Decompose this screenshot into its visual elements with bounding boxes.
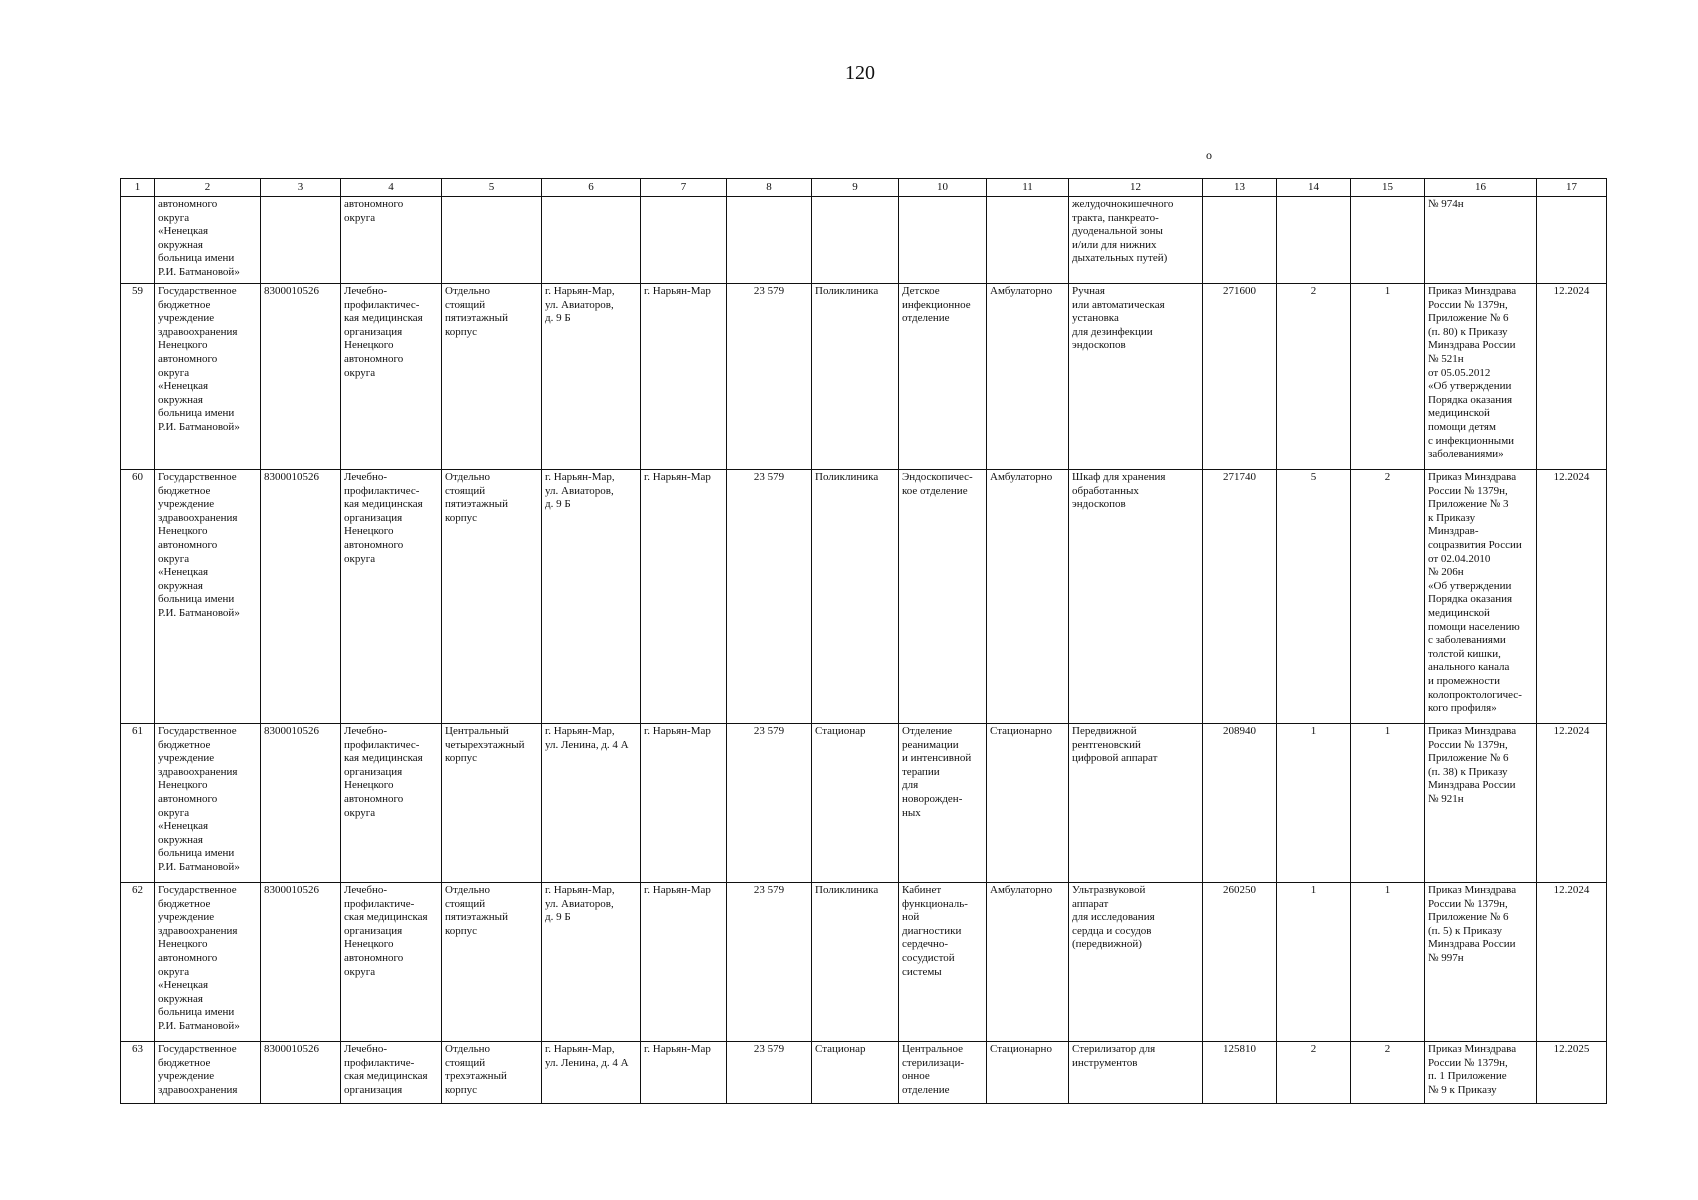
cell-text: Государственное бюджетное учреждение здравоохранения Ненецкого автономного округа «Ненецкая окружная больница имени Р.И. Батмановой» — [158, 285, 240, 433]
cell-text: автономного округа «Ненецкая окружная больница имени Р.И. Батмановой» — [158, 198, 240, 278]
cell-text: 2 — [1384, 1043, 1391, 1055]
table-cell — [121, 883, 155, 1042]
cell-text: 8300010526 — [264, 725, 319, 737]
table-cell — [727, 883, 812, 1042]
table-cell — [261, 1042, 341, 1104]
cell-text: г. Нарьян-Мар, ул. Авиаторов, д. 9 Б — [545, 471, 615, 511]
cell-text: г. Нарьян-Мар, ул. Авиаторов, д. 9 Б — [545, 285, 615, 325]
table-cell — [341, 470, 442, 724]
table-cell — [155, 284, 261, 470]
table-cell — [899, 470, 987, 724]
cell-text: Отдельно стоящий пятиэтажный корпус — [445, 285, 508, 338]
table-cell — [899, 197, 987, 284]
table-cell — [987, 724, 1069, 883]
cell-text: Стационар — [815, 1043, 866, 1055]
table-cell — [1425, 470, 1537, 724]
cell-text: Отдельно стоящий пятиэтажный корпус — [445, 884, 508, 937]
table-row — [121, 724, 1607, 883]
table-cell — [899, 1042, 987, 1104]
cell-text: 1 — [1310, 725, 1317, 737]
cell-text: 125810 — [1223, 1043, 1256, 1055]
cell-text: 63 — [132, 1043, 143, 1055]
table-cell — [1537, 883, 1607, 1042]
table-cell — [341, 724, 442, 883]
table-cell — [1351, 284, 1425, 470]
cell-text: Государственное бюджетное учреждение здравоохранения Ненецкого автономного округа «Ненецкая окружная больница имени Р.И. Батмановой» — [158, 725, 240, 873]
column-number-cell: 13 — [1203, 179, 1277, 197]
cell-text: 12.2024 — [1553, 471, 1590, 483]
cell-text: 271600 — [1223, 285, 1256, 297]
table-cell — [1277, 470, 1351, 724]
column-number-cell: 6 — [542, 179, 641, 197]
cell-text: г. Нарьян-Мар — [644, 1043, 711, 1055]
table-cell — [1425, 284, 1537, 470]
cell-text: 23 579 — [753, 471, 785, 483]
cell-text: Ручная или автоматическая установка для дезинфекции эндоскопов — [1072, 285, 1165, 352]
cell-text: Приказ Минздрава России № 1379н, п. 1 Приложение № 9 к Приказу — [1428, 1043, 1517, 1096]
cell-text: Кабинет функциональ- ной диагностики сердечно- сосудистой системы — [902, 884, 968, 978]
table-cell — [1203, 883, 1277, 1042]
table-cell — [442, 470, 542, 724]
cell-text: 60 — [132, 471, 143, 483]
cell-text: 1 — [1384, 725, 1391, 737]
table-cell — [812, 284, 899, 470]
table-cell — [1277, 197, 1351, 284]
cell-text: Приказ Минздрава России № 1379н, Приложение № 6 (п. 5) к Приказу Минздрава России № 997н — [1428, 884, 1517, 964]
table-cell — [1351, 197, 1425, 284]
cell-text: Лечебно- профилактичес- кая медицинская организация Ненецкого автономного округа — [344, 285, 423, 379]
column-number-cell: 7 — [641, 179, 727, 197]
table-cell — [542, 197, 641, 284]
cell-text: 1 — [1384, 884, 1391, 896]
table-cell — [1069, 470, 1203, 724]
cell-text: Государственное бюджетное учреждение здравоохранения — [158, 1043, 238, 1096]
cell-text: 2 — [1384, 471, 1391, 483]
column-number-cell: 17 — [1537, 179, 1607, 197]
table-cell — [1069, 284, 1203, 470]
cell-text: 23 579 — [753, 285, 785, 297]
cell-text: 12.2024 — [1553, 285, 1590, 297]
table-row — [121, 1042, 1607, 1104]
cell-text: Государственное бюджетное учреждение здравоохранения Ненецкого автономного округа «Ненецкая окружная больница имени Р.И. Батмановой» — [158, 471, 240, 619]
table-cell — [261, 883, 341, 1042]
table-cell — [1425, 883, 1537, 1042]
table-cell — [442, 197, 542, 284]
table-cell — [987, 883, 1069, 1042]
table-cell — [341, 284, 442, 470]
table-cell — [261, 197, 341, 284]
cell-text: автономного округа — [344, 198, 404, 224]
table-cell — [1351, 883, 1425, 1042]
cell-text: Стационар — [815, 725, 866, 737]
table-cell — [1425, 1042, 1537, 1104]
cell-text: Передвижной рентгеновский цифровой аппарат — [1072, 725, 1158, 765]
table-row — [121, 197, 1607, 284]
equipment-table — [120, 178, 1607, 1104]
table-cell — [812, 1042, 899, 1104]
cell-text: Ультразвуковой аппарат для исследования сердца и сосудов (передвижной) — [1072, 884, 1155, 951]
column-number-row — [121, 179, 1607, 197]
table-cell — [261, 724, 341, 883]
table-cell — [641, 724, 727, 883]
cell-text: 59 — [132, 285, 143, 297]
table-cell — [987, 284, 1069, 470]
table-cell — [641, 883, 727, 1042]
cell-text: 8300010526 — [264, 471, 319, 483]
table-cell — [727, 197, 812, 284]
cell-text: Лечебно- профилактичес- кая медицинская организация Ненецкого автономного округа — [344, 725, 423, 819]
table-cell — [542, 1042, 641, 1104]
column-number-cell: 4 — [341, 179, 442, 197]
table-cell — [442, 883, 542, 1042]
table-cell — [1277, 724, 1351, 883]
cell-text: 5 — [1310, 471, 1317, 483]
cell-text: Стерилизатор для инструментов — [1072, 1043, 1156, 1069]
cell-text: Поликлиника — [815, 471, 879, 483]
table-cell — [542, 470, 641, 724]
column-number-cell: 15 — [1351, 179, 1425, 197]
cell-text: Шкаф для хранения обработанных эндоскопов — [1072, 471, 1166, 511]
column-number-cell: 2 — [155, 179, 261, 197]
table-cell — [155, 1042, 261, 1104]
cell-text: 260250 — [1223, 884, 1256, 896]
table-cell — [442, 284, 542, 470]
cell-text: Отделение реанимации и интенсивной терапии для новорожден- ных — [902, 725, 972, 819]
column-number-cell: 8 — [727, 179, 812, 197]
table-cell — [641, 470, 727, 724]
table-cell — [155, 470, 261, 724]
cell-text: Центральный четырехэтажный корпус — [445, 725, 525, 765]
table-cell — [155, 724, 261, 883]
table-row — [121, 883, 1607, 1042]
table-cell — [727, 724, 812, 883]
cell-text: Центральное стерилизаци- онное отделение — [902, 1043, 964, 1096]
table-row — [121, 470, 1607, 724]
table-cell — [261, 470, 341, 724]
table-cell — [1537, 1042, 1607, 1104]
table-cell — [121, 1042, 155, 1104]
cell-text: г. Нарьян-Мар — [644, 471, 711, 483]
cell-text: г. Нарьян-Мар, ул. Ленина, д. 4 А — [545, 725, 629, 751]
column-number-cell: 11 — [987, 179, 1069, 197]
cell-text: г. Нарьян-Мар, ул. Ленина, д. 4 А — [545, 1043, 629, 1069]
table-row — [121, 284, 1607, 470]
cell-text: 1 — [1384, 285, 1391, 297]
table-cell — [812, 883, 899, 1042]
column-number-cell: 5 — [442, 179, 542, 197]
cell-text: Поликлиника — [815, 285, 879, 297]
table-body — [121, 179, 1607, 1104]
table-cell — [1203, 284, 1277, 470]
table-cell — [1069, 1042, 1203, 1104]
table-cell — [727, 1042, 812, 1104]
table-cell — [1069, 197, 1203, 284]
table-cell — [1069, 883, 1203, 1042]
cell-text: 12.2024 — [1553, 884, 1590, 896]
cell-text: Эндоскопичес- кое отделение — [902, 471, 973, 497]
column-number-cell: 14 — [1277, 179, 1351, 197]
column-number-cell: 1 — [121, 179, 155, 197]
cell-text: Лечебно- профилактиче- ская медицинская организация Ненецкого автономного округа — [344, 884, 428, 978]
table-cell — [987, 1042, 1069, 1104]
column-number-cell: 9 — [812, 179, 899, 197]
cell-text: г. Нарьян-Мар — [644, 725, 711, 737]
table-cell — [341, 197, 442, 284]
cell-text: Лечебно- профилактиче- ская медицинская организация — [344, 1043, 428, 1096]
table-cell — [121, 284, 155, 470]
table-cell — [1425, 724, 1537, 883]
table-cell — [1203, 470, 1277, 724]
table-cell — [812, 197, 899, 284]
cell-text: 12.2024 — [1553, 725, 1590, 737]
cell-text: Амбулаторно — [990, 884, 1053, 896]
cell-text: Государственное бюджетное учреждение здравоохранения Ненецкого автономного округа «Ненецкая окружная больница имени Р.И. Батмановой» — [158, 884, 240, 1032]
table-cell — [1277, 883, 1351, 1042]
table-cell — [899, 883, 987, 1042]
cell-text: 8300010526 — [264, 884, 319, 896]
table-cell — [1351, 1042, 1425, 1104]
table-cell — [341, 1042, 442, 1104]
table-cell — [261, 284, 341, 470]
cell-text: желудочнокишечного тракта, панкреато- дуоденальной зоны и/или для нижних дыхательных путей) — [1072, 198, 1174, 265]
column-number-cell: 10 — [899, 179, 987, 197]
cell-text: 2 — [1310, 285, 1317, 297]
table-cell — [641, 197, 727, 284]
table-cell — [542, 724, 641, 883]
cell-text: 61 — [132, 725, 143, 737]
table-cell — [987, 470, 1069, 724]
cell-text: Амбулаторно — [990, 471, 1053, 483]
cell-text: 12.2025 — [1553, 1043, 1590, 1055]
cell-text: Амбулаторно — [990, 285, 1053, 297]
cell-text: Детское инфекционное отделение — [902, 285, 971, 325]
table-cell — [1537, 724, 1607, 883]
cell-text: 208940 — [1223, 725, 1256, 737]
cell-text: Приказ Минздрава России № 1379н, Приложение № 6 (п. 80) к Приказу Минздрава России № 521н от 05.05.2012 «Об утверждении Порядка оказания медицинской помощи детям с инфекционными заболеваниями» — [1428, 285, 1517, 461]
cell-text: 23 579 — [753, 725, 785, 737]
cell-text: г. Нарьян-Мар — [644, 285, 711, 297]
table-cell — [121, 197, 155, 284]
table-cell — [1537, 197, 1607, 284]
table-cell — [341, 883, 442, 1042]
table-cell — [1203, 197, 1277, 284]
table-cell — [812, 470, 899, 724]
table-cell — [1537, 284, 1607, 470]
table-cell — [1425, 197, 1537, 284]
column-number-cell: 16 — [1425, 179, 1537, 197]
table-cell — [1351, 724, 1425, 883]
table-cell — [1351, 470, 1425, 724]
cell-text: 62 — [132, 884, 143, 896]
cell-text: Приказ Минздрава России № 1379н, Приложение № 3 к Приказу Минздрав- соцразвития России от 02.04.2010 № 206н «Об утверждении Порядка оказания медицинской помощи населению с заболеваниями толстой кишки, анального канала и промежности колопроктологичес- кого профиля» — [1428, 471, 1522, 715]
table-cell — [1537, 470, 1607, 724]
table-cell — [899, 284, 987, 470]
table-cell — [899, 724, 987, 883]
table-cell — [1203, 1042, 1277, 1104]
table-cell — [1277, 284, 1351, 470]
cell-text: г. Нарьян-Мар, ул. Авиаторов, д. 9 Б — [545, 884, 615, 924]
table-cell — [542, 284, 641, 470]
table-cell — [1277, 1042, 1351, 1104]
cell-text: Отдельно стоящий трехэтажный корпус — [445, 1043, 507, 1096]
cell-text: 23 579 — [753, 1043, 785, 1055]
cell-text: 8300010526 — [264, 1043, 319, 1055]
table-cell — [121, 724, 155, 883]
cell-text: Приказ Минздрава России № 1379н, Приложение № 6 (п. 38) к Приказу Минздрава России № 921н — [1428, 725, 1517, 805]
cell-text: № 974н — [1428, 198, 1464, 210]
cell-text: 8300010526 — [264, 285, 319, 297]
cell-text: Стационарно — [990, 1043, 1052, 1055]
table-cell — [155, 197, 261, 284]
cell-text: Лечебно- профилактичес- кая медицинская организация Ненецкого автономного округа — [344, 471, 423, 565]
table-cell — [1069, 724, 1203, 883]
table-cell — [442, 1042, 542, 1104]
cell-text: 23 579 — [753, 884, 785, 896]
cell-text: 2 — [1310, 1043, 1317, 1055]
table-cell — [121, 470, 155, 724]
column-number-cell: 12 — [1069, 179, 1203, 197]
corner-mark: о — [1206, 148, 1212, 162]
table-cell — [812, 724, 899, 883]
cell-text: 271740 — [1223, 471, 1256, 483]
cell-text: Поликлиника — [815, 884, 879, 896]
table-cell — [641, 1042, 727, 1104]
table-cell — [542, 883, 641, 1042]
table-cell — [442, 724, 542, 883]
table-cell — [641, 284, 727, 470]
page-number: 120 — [845, 62, 875, 84]
table-cell — [727, 284, 812, 470]
table-cell — [727, 470, 812, 724]
table-cell — [1203, 724, 1277, 883]
column-number-cell: 3 — [261, 179, 341, 197]
cell-text: г. Нарьян-Мар — [644, 884, 711, 896]
cell-text: Отдельно стоящий пятиэтажный корпус — [445, 471, 508, 524]
table-cell — [155, 883, 261, 1042]
cell-text: Стационарно — [990, 725, 1052, 737]
table-cell — [987, 197, 1069, 284]
cell-text: 1 — [1310, 884, 1317, 896]
